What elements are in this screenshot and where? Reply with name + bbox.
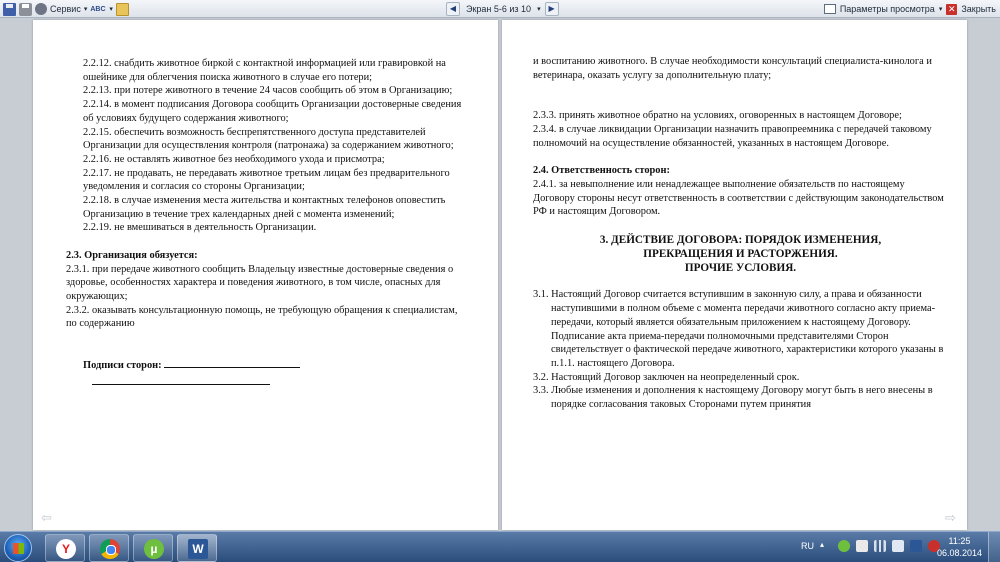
clause-2-3-1: 2.3.1. при передаче животного сообщить Владельцу известные достоверные сведения о здоровье, особенностях характера и поведения животного, в том числе, опасных для окружающих; (66, 263, 454, 302)
right-page-text (533, 55, 948, 412)
taskbar (0, 531, 1000, 562)
spacer (533, 82, 948, 109)
tools-icon[interactable] (35, 3, 47, 15)
print-icon[interactable] (19, 3, 32, 16)
clause-2-2-12: 2.2.12. снабдить животное биркой с контактной информацией или гравировкой на ошейнике для облегчения поиска животного в случае его потери; (83, 58, 446, 83)
screen-navigation (446, 1, 559, 16)
spelling-chevron-down-icon[interactable]: ▾ (109, 6, 113, 13)
clause-2-3-4: 2.3.4. в случае ликвидации Организации назначить правопреемника с передачей таковому полномочий на осуществление обязанностей, указанных в настоящем Договоре. (533, 124, 932, 149)
taskbar-word[interactable] (177, 534, 217, 562)
show-desktop-button[interactable] (988, 532, 1000, 562)
clause-2-3-2: 2.3.2. оказывать консультационную помощь, не требующую обращения к специалистам, по содержанию (66, 304, 458, 330)
folder-icon[interactable] (116, 3, 129, 16)
section-2-4-title: 2.4. Ответственность сторон: (533, 165, 670, 177)
spacer (83, 331, 463, 358)
section-3-heading-line3: ПРОЧИЕ УСЛОВИЯ. (684, 261, 797, 274)
clock-time: 11:25 (948, 536, 971, 546)
page-forward-arrow-icon[interactable]: ⇨ (945, 510, 956, 525)
page-back-arrow-icon[interactable]: ⇦ (41, 510, 52, 525)
tray-expand-icon[interactable]: ▴ (820, 540, 825, 549)
screen-indicator[interactable]: Экран 5-6 из 10 (466, 3, 532, 14)
signatures-label: Подписи сторон: (83, 360, 162, 372)
language-indicator[interactable]: RU (801, 541, 814, 551)
next-screen-button[interactable]: ▶ (545, 2, 559, 16)
previous-screen-button[interactable]: ◀ (446, 2, 460, 16)
start-button[interactable] (4, 534, 32, 562)
service-menu[interactable]: Сервис (50, 4, 81, 14)
clause-2-2-19: 2.2.19. не вмешиваться в деятельность Организации. (83, 222, 317, 234)
clause-2-2-18: 2.2.18. в случае изменения места жительства и контактных телефонов оповестить Организацию в течение трех календарных дней с момента изменений; (83, 195, 446, 220)
tray-word-icon[interactable] (910, 540, 922, 552)
section-2-3-title: 2.3. Организация обязуется: (66, 249, 198, 261)
left-page (33, 20, 498, 530)
clause-2-3-3: 2.3.3. принять животное обратно на условиях, оговоренных в настоящем Договоре; (533, 110, 902, 122)
taskbar-yandex-browser[interactable] (45, 534, 85, 562)
clock-date: 06.08.2014 (936, 548, 982, 558)
view-options-icon[interactable] (824, 4, 836, 14)
clock[interactable] (937, 535, 982, 559)
reading-toolbar (0, 0, 1000, 18)
clause-2-2-13: 2.2.13. при потере животного в течение 24 часов сообщить об этом в Организацию; (83, 85, 453, 97)
system-tray (801, 540, 940, 552)
spelling-icon[interactable]: ABC (90, 5, 106, 13)
tray-utorrent-icon[interactable] (838, 540, 850, 552)
spacer (533, 151, 948, 165)
save-icon[interactable] (3, 3, 16, 16)
right-page (502, 20, 967, 530)
clause-2-2-17: 2.2.17. не продавать, не передавать животное третьим лицам без предварительного уведомления и согласия со стороны Организации; (83, 167, 450, 193)
screen-chevron-down-icon[interactable]: ▾ (537, 5, 541, 13)
spacer (533, 275, 948, 289)
clause-2-4-1: 2.4.1. за невыполнение или ненадлежащее выполнение обязательств по настоящему Договору стороны несут ответственность в соответствии с действующим законодательством РФ и настоящим Договором. (533, 178, 944, 218)
view-options-chevron-down-icon[interactable]: ▾ (938, 6, 943, 13)
clause-2-2-15: 2.2.15. обеспечить возможность беспрепятственного доступа представителей Организации для осуществления контроля (патронажа) за содержанием животного; (83, 126, 454, 152)
signatures-row (83, 358, 463, 373)
view-options-button[interactable]: Параметры просмотра (839, 4, 935, 14)
volume-icon[interactable] (892, 540, 904, 552)
action-center-flag-icon[interactable] (856, 540, 868, 552)
section-3-heading-line1: 3. ДЕЙСТВИЕ ДОГОВОРА: ПОРЯДОК ИЗМЕНЕНИЯ, (599, 233, 882, 246)
close-icon[interactable]: ✕ (948, 3, 956, 14)
chrome-icon (100, 539, 120, 559)
network-icon[interactable] (874, 540, 886, 552)
clause-3-1: 3.1. Настоящий Договор считается вступившим в законную силу, а права и обязанности наступившими в полном объеме с момента передачи животного согласно акту приема-передачи, который является обязательным приложением к настоящему Договору. Подписание акта приема-передачи полномочными представителями Сторон свидетельствует о фактической передаче животного, характеристики которого указаны в п.1.1. настоящего Договора. (533, 289, 944, 369)
left-page-text (66, 57, 463, 385)
signature-line-second (92, 373, 270, 385)
taskbar-utorrent[interactable] (133, 534, 173, 562)
word-icon: W (188, 539, 208, 559)
clause-2-2-16: 2.2.16. не оставлять животное без необходимого ухода и присмотра; (83, 153, 385, 165)
taskbar-chrome[interactable] (89, 534, 129, 562)
yandex-browser-icon: Y (56, 539, 76, 559)
toolbar-right-group (824, 2, 996, 16)
section-3-heading-line2: ПРЕКРАЩЕНИЯ И РАСТОРЖЕНИЯ. (643, 247, 838, 260)
spacer (533, 219, 948, 233)
spacer (83, 235, 463, 249)
continuation-paragraph: и воспитанию животного. В случае необходимости консультаций специалиста-кинолога и ветеринара, оказать услугу за дополнительную плату; (533, 56, 932, 81)
service-chevron-down-icon[interactable]: ▾ (83, 6, 88, 13)
utorrent-icon: µ (144, 539, 164, 559)
windows-logo-icon (13, 543, 24, 554)
signature-line (164, 358, 300, 368)
clause-3-3: 3.3. Любые изменения и дополнения к настоящему Договору могут быть в него внесены в порядке согласования таковых Сторонами путем принятия (533, 385, 933, 411)
clause-3-2: 3.2. Настоящий Договор заключен на неопределенный срок. (533, 371, 800, 383)
clause-2-2-14: 2.2.14. в момент подписания Договора сообщить Организации достоверные сведения об условиях будущего содержания животного; (83, 99, 462, 124)
toolbar-left-group (3, 2, 129, 16)
close-button[interactable]: Закрыть (961, 4, 996, 14)
